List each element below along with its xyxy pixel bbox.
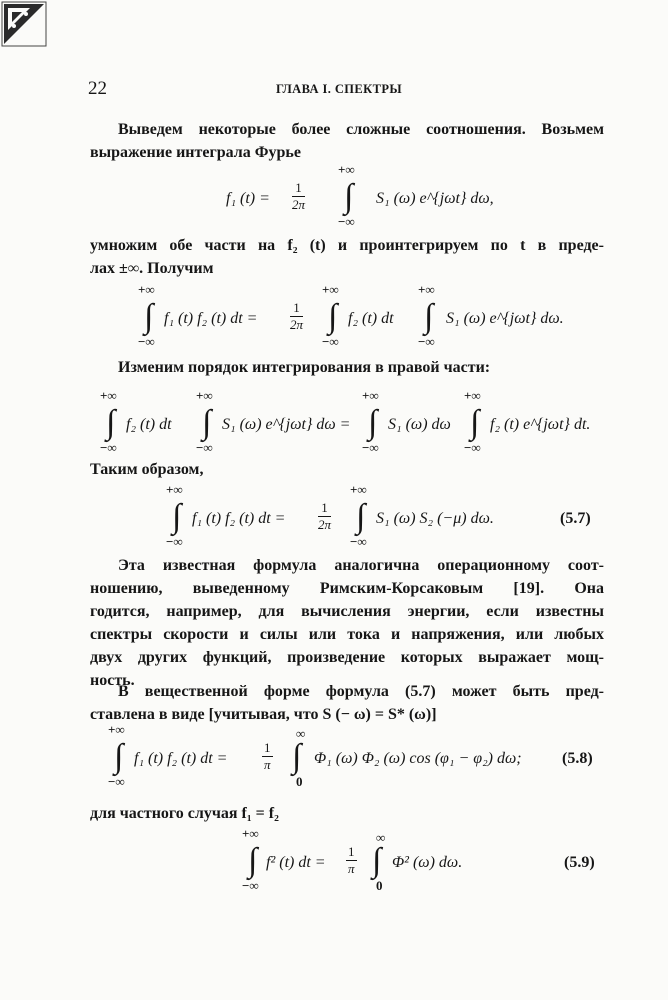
integral-sign: ∫ bbox=[114, 738, 124, 775]
equation-lhs: f₁ (t) f₂ (t) dt = bbox=[192, 510, 286, 527]
upper-limit: +∞ bbox=[100, 388, 117, 403]
equation-number: (5.9) bbox=[564, 854, 595, 871]
paragraph-known-formula bbox=[90, 554, 604, 692]
integral-sign: ∫ bbox=[144, 298, 154, 335]
paragraph-line: Таким образом, bbox=[90, 461, 204, 478]
paragraph-reorder bbox=[90, 356, 604, 379]
integral-sign: ∫ bbox=[356, 498, 366, 535]
upper-limit: ∞ bbox=[296, 726, 306, 741]
equation-5-7 bbox=[0, 482, 668, 562]
running-head: ГЛАВА I. СПЕКТРЫ bbox=[276, 82, 403, 96]
equation-5-9 bbox=[0, 826, 668, 906]
upper-limit: +∞ bbox=[418, 282, 435, 297]
equation-number: (5.8) bbox=[562, 750, 593, 767]
lower-limit: −∞ bbox=[418, 334, 435, 349]
lower-limit: −∞ bbox=[338, 214, 355, 229]
equation-term: f₂ (t) dt bbox=[126, 416, 172, 433]
integral-sign: ∫ bbox=[172, 498, 182, 535]
equation-lhs: f₁ (t) f₂ (t) dt = bbox=[164, 310, 258, 327]
equation-fraction: $\frac{1}{\pi}$ bbox=[263, 740, 271, 772]
equation-body: S₁ (ω) e^{jωt} dω. bbox=[446, 310, 564, 327]
integral-sign: ∫ bbox=[248, 842, 258, 879]
paragraph-line: Выведем некоторые более сложные соотношения. Возьмем bbox=[118, 121, 604, 138]
upper-limit: +∞ bbox=[322, 282, 339, 297]
equation-body: Φ² (ω) dω. bbox=[392, 854, 463, 871]
paragraph-line: спектры скорости и силы или тока и напряжения, или любых bbox=[90, 626, 604, 643]
equation-body: Φ₁ (ω) Φ₂ (ω) cos (φ₁ − φ₂) dω; bbox=[314, 750, 522, 767]
upper-limit: +∞ bbox=[464, 388, 481, 403]
paragraph-line: двух других функций, произведение которых выражает мощ- bbox=[90, 649, 604, 666]
equation-fourier-integral bbox=[0, 162, 668, 242]
lower-limit: −∞ bbox=[322, 334, 339, 349]
equation-fraction: $\frac{1}{\pi}$ bbox=[347, 844, 355, 876]
upper-limit: +∞ bbox=[166, 482, 183, 497]
paragraph-line: В вещественной форме формула (5.7) может быть пред- bbox=[118, 683, 604, 700]
paragraph-line: ставлена в виде [учитывая, что S (− ω) = S* (ω)] bbox=[90, 706, 437, 723]
lower-limit: −∞ bbox=[196, 440, 213, 455]
upper-limit: +∞ bbox=[138, 282, 155, 297]
lower-limit: −∞ bbox=[242, 878, 259, 893]
equation-term: S₁ (ω) e^{jωt} dω = bbox=[222, 416, 351, 433]
corner-ornament-icon bbox=[0, 0, 48, 48]
equation-fraction: $\frac{1}{2\pi}$ bbox=[318, 500, 332, 532]
paragraph-line: Эта известная формула аналогична операционному соот- bbox=[118, 557, 604, 574]
integral-sign: ∫ bbox=[344, 178, 354, 215]
upper-limit: +∞ bbox=[350, 482, 367, 497]
equation-term: S₁ (ω) dω bbox=[388, 416, 451, 433]
integral-sign: ∫ bbox=[372, 842, 382, 879]
paragraph-line: выражение интеграла Фурье bbox=[90, 144, 301, 161]
lower-limit: −∞ bbox=[166, 534, 183, 549]
upper-limit: +∞ bbox=[242, 826, 259, 841]
paragraph-real-form bbox=[90, 680, 604, 726]
integral-sign: ∫ bbox=[470, 404, 480, 441]
paragraph-line: годится, например, для вычисления энергии, если известны bbox=[90, 603, 604, 620]
equation-lhs: f₁ (t) f₂ (t) dt = bbox=[134, 750, 228, 767]
upper-limit: +∞ bbox=[362, 388, 379, 403]
paragraph-line: лах ±∞. Получим bbox=[90, 260, 214, 277]
paragraph-line: ношению, выведенному Римским-Корсаковым [19]. Она bbox=[90, 580, 604, 597]
equation-number: (5.7) bbox=[560, 510, 591, 527]
integral-sign: ∫ bbox=[368, 404, 378, 441]
lower-limit: −∞ bbox=[464, 440, 481, 455]
lower-limit: 0 bbox=[296, 774, 303, 789]
integral-sign: ∫ bbox=[328, 298, 338, 335]
integral-sign: ∫ bbox=[202, 404, 212, 441]
equation-middle: f₂ (t) dt bbox=[348, 310, 394, 327]
equation-fraction: $\frac{1}{2\pi}$ bbox=[292, 180, 306, 212]
upper-limit: +∞ bbox=[196, 388, 213, 403]
integral-sign: ∫ bbox=[106, 404, 116, 441]
equation-body: S₁ (ω) e^{jωt} dω, bbox=[376, 190, 494, 207]
equation-5-8 bbox=[0, 722, 668, 802]
equation-lhs: f² (t) dt = bbox=[266, 854, 326, 871]
paragraph-line: умножим обе части на f₂ (t) и проинтегрируем по t в преде- bbox=[90, 237, 604, 254]
integral-sign: ∫ bbox=[292, 738, 302, 775]
lower-limit: 0 bbox=[376, 878, 383, 893]
lower-limit: −∞ bbox=[108, 774, 125, 789]
upper-limit: +∞ bbox=[108, 722, 125, 737]
upper-limit: +∞ bbox=[338, 162, 355, 177]
paragraph-line: для частного случая f₁ = f₂ bbox=[90, 805, 279, 822]
equation-fraction: $\frac{1}{2\pi}$ bbox=[290, 300, 304, 332]
equation-term: f₂ (t) e^{jωt} dt. bbox=[490, 416, 591, 433]
equation-reordered bbox=[0, 388, 668, 468]
paragraph-thus bbox=[90, 458, 604, 481]
equation-lhs: f₁ (t) = bbox=[226, 190, 270, 207]
lower-limit: −∞ bbox=[362, 440, 379, 455]
lower-limit: −∞ bbox=[350, 534, 367, 549]
upper-limit: ∞ bbox=[376, 830, 386, 845]
lower-limit: −∞ bbox=[100, 440, 117, 455]
paragraph-line: Изменим порядок интегрирования в правой части: bbox=[118, 359, 491, 376]
paragraph-line: ность. bbox=[90, 672, 135, 689]
equation-body: S₁ (ω) S₂ (−μ) dω. bbox=[376, 510, 494, 527]
paragraph-special-case bbox=[90, 802, 604, 825]
equation-product-integral bbox=[0, 282, 668, 362]
page-number: 22 bbox=[88, 78, 107, 99]
paragraph-intro bbox=[90, 118, 604, 164]
paragraph-multiply bbox=[90, 234, 604, 280]
lower-limit: −∞ bbox=[138, 334, 155, 349]
integral-sign: ∫ bbox=[424, 298, 434, 335]
